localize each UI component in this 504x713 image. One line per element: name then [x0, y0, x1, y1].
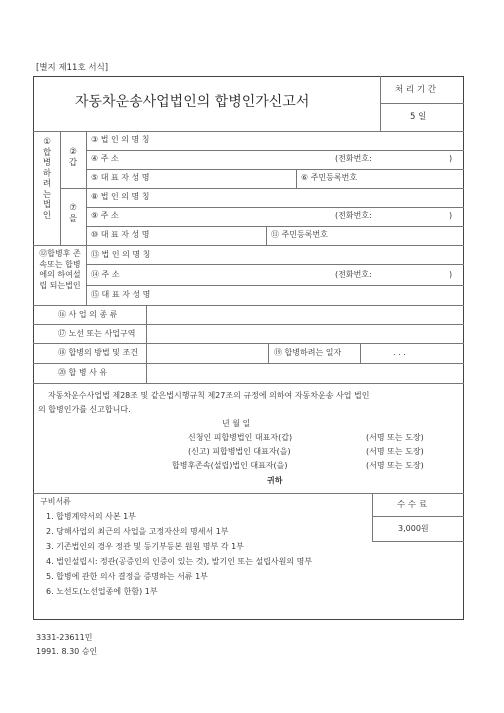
document-item-1: 1. 합병계약서의 사본 1부	[46, 512, 136, 521]
applicant-1-sign: (서명 또는 도장)	[366, 433, 424, 442]
document-item-4: 4. 법인설립시: 정관(공증인의 인증이 있는 것), 발기인 또는 설립사원의 명부	[46, 557, 313, 566]
document-item-2: 2. 당해사업의 최근의 사업을 고정자산의 명세서 1부	[46, 527, 229, 536]
merge-reason-label: ⑳ 합 병 사 유	[58, 368, 108, 377]
form-number-label: [별지 제11호 서식]	[36, 63, 109, 73]
merge-method-label: ⑱ 합병의 방법 및 조건	[58, 348, 138, 357]
eul-reg-label: ⑪ 주민등록번호	[271, 230, 328, 239]
applicant-3-sign: (서명 또는 도장)	[366, 461, 424, 470]
document-item-5: 5. 합병에 관한 의사 결정을 증명하는 서류 1부	[46, 572, 208, 581]
business-type-label: ⑯ 사 업 의 종 류	[58, 310, 118, 319]
surviving-corporation-label: ⑫합병후 존속또는 합병에의 하여설립 되는법인	[39, 249, 81, 290]
documents-title: 구비서류	[40, 497, 71, 506]
merge-date-value: . . .	[393, 348, 406, 357]
applicant-1: 신청인 피합병법인 대표자(갑)	[188, 433, 293, 442]
statement-date: 년 월 일	[222, 419, 251, 428]
gap-phone-close: )	[449, 154, 453, 163]
gap-rep-label: ⑤ 대 표 자 성 명	[91, 173, 150, 182]
eul-phone-close: )	[449, 211, 453, 220]
gap-name-label: ③ 법 인 의 명 칭	[91, 135, 150, 144]
form-code: 3331-23611민	[36, 633, 93, 642]
document-item-6: 6. 노선도(노선업종에 한함) 1부	[46, 587, 158, 596]
eul-address-label: ⑨ 주 소	[91, 211, 119, 220]
merging-corporations-text: ① 합 병 하 려 는 법 인	[42, 137, 52, 221]
eul-rep-label: ⑩ 대 표 자 성 명	[91, 230, 150, 239]
statement-line-1: 자동차운수사업법 제28조 및 같은법시행규칙 제27조의 규정에 의하여 자동차운송 사업 법인	[48, 391, 370, 400]
processing-period-label: 처 리 기 간	[395, 85, 436, 95]
approval-date: 1991. 8.30 승인	[36, 647, 98, 656]
statement-line-2: 의 합병인가를 신고합니다.	[38, 405, 131, 414]
applicant-2-sign: (서명 또는 도장)	[366, 447, 424, 456]
fee-label: 수 수 료	[397, 500, 428, 510]
party-eul-text: ⑦ 을	[68, 203, 78, 224]
recipient-label: 귀하	[267, 476, 283, 485]
fee-value: 3,000원	[398, 524, 429, 533]
surviving-phone-label: (전화번호:	[335, 270, 372, 279]
processing-period-value: 5 일	[410, 112, 427, 122]
applicant-2: (신고) 피합병법인 대표자(을)	[188, 447, 291, 456]
surviving-rep-label: ⑮ 대 표 자 성 명	[91, 290, 151, 299]
document-item-3: 3. 기존법인의 경우 정관 및 등기부등본 원원 명부 각 1부	[46, 542, 244, 551]
party-gap-text: ② 갑	[68, 147, 78, 168]
page-title: 자동차운송사업법인의 합병인가신고서	[75, 94, 310, 110]
merging-corporations-label	[36, 137, 58, 221]
route-area-label: ⑰ 노선 또는 사업구역	[58, 329, 136, 338]
applicant-3: 합병후존속(설립)법인 대표자(을)	[172, 461, 288, 470]
surviving-phone-close: )	[449, 270, 453, 279]
surviving-name-label: ⑬ 법 인 의 명 칭	[91, 250, 151, 259]
gap-reg-label: ⑥ 주민등록번호	[301, 173, 358, 182]
merge-date-label: ⑲ 합병하려는 일자	[274, 348, 342, 357]
surviving-address-label: ⑭ 주 소	[91, 270, 120, 279]
party-gap-label	[61, 147, 85, 168]
eul-phone-label: (전화번호:	[335, 211, 372, 220]
party-eul-label	[61, 203, 85, 224]
gap-address-label: ④ 주 소	[91, 154, 119, 163]
gap-phone-label: (전화번호:	[335, 154, 372, 163]
eul-name-label: ⑧ 법 인 의 명 칭	[91, 192, 150, 201]
